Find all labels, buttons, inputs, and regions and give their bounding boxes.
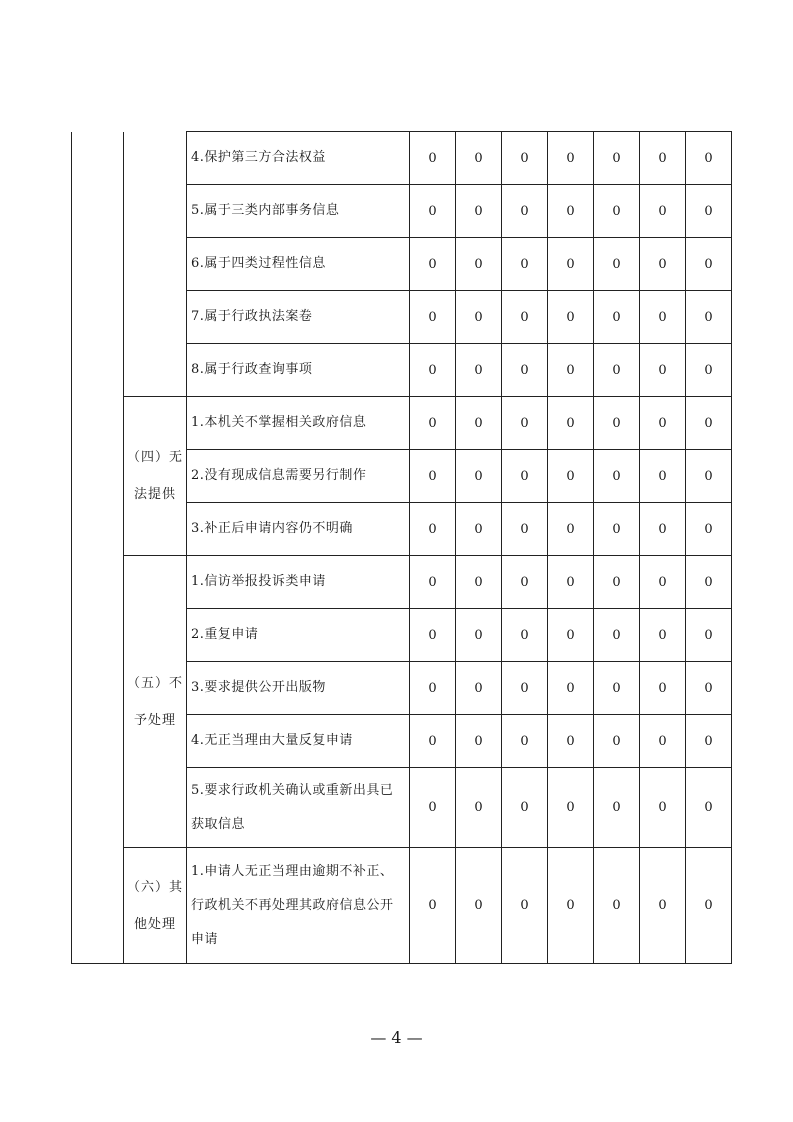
row-label: 2.重复申请 [187, 609, 410, 662]
row-label: 7.属于行政执法案卷 [187, 291, 410, 344]
value-cell: 0 [456, 848, 502, 964]
value-cell: 0 [410, 556, 456, 609]
value-cell: 0 [548, 503, 594, 556]
value-cell: 0 [410, 848, 456, 964]
value-cell: 0 [410, 185, 456, 238]
value-cell: 0 [502, 185, 548, 238]
row-label: 4.无正当理由大量反复申请 [187, 715, 410, 768]
value-cell: 0 [686, 715, 732, 768]
row-label: 3.补正后申请内容仍不明确 [187, 503, 410, 556]
value-cell: 0 [594, 609, 640, 662]
value-cell: 0 [456, 344, 502, 397]
value-cell: 0 [686, 291, 732, 344]
value-cell: 0 [640, 848, 686, 964]
value-cell: 0 [502, 132, 548, 185]
value-cell: 0 [686, 185, 732, 238]
value-cell: 0 [594, 450, 640, 503]
value-cell: 0 [686, 132, 732, 185]
value-cell: 0 [502, 556, 548, 609]
value-cell: 0 [410, 238, 456, 291]
value-cell: 0 [548, 609, 594, 662]
value-cell: 0 [410, 503, 456, 556]
value-cell: 0 [640, 450, 686, 503]
value-cell: 0 [640, 662, 686, 715]
category-cell: （四）无法提供 [124, 397, 187, 556]
value-cell: 0 [410, 344, 456, 397]
value-cell: 0 [594, 503, 640, 556]
page-number: — 4 — [370, 1028, 423, 1047]
value-cell: 0 [686, 503, 732, 556]
value-cell: 0 [502, 503, 548, 556]
value-cell: 0 [456, 291, 502, 344]
value-cell: 0 [640, 132, 686, 185]
value-cell: 0 [640, 344, 686, 397]
value-cell: 0 [594, 344, 640, 397]
row-label: 2.没有现成信息需要另行制作 [187, 450, 410, 503]
value-cell: 0 [456, 503, 502, 556]
category-cell: （五）不予处理 [124, 556, 187, 848]
value-cell: 0 [456, 132, 502, 185]
value-cell: 0 [456, 715, 502, 768]
outer-category-column [72, 132, 124, 964]
row-label: 6.属于四类过程性信息 [187, 238, 410, 291]
table-row [72, 132, 732, 185]
row-label: 1.本机关不掌握相关政府信息 [187, 397, 410, 450]
value-cell: 0 [594, 238, 640, 291]
value-cell: 0 [410, 715, 456, 768]
table-row [72, 848, 732, 964]
value-cell: 0 [686, 662, 732, 715]
value-cell: 0 [686, 238, 732, 291]
value-cell: 0 [456, 238, 502, 291]
table-row [72, 556, 732, 609]
value-cell: 0 [410, 450, 456, 503]
value-cell: 0 [594, 185, 640, 238]
value-cell: 0 [410, 291, 456, 344]
row-label: 3.要求提供公开出版物 [187, 662, 410, 715]
value-cell: 0 [548, 662, 594, 715]
value-cell: 0 [594, 132, 640, 185]
value-cell: 0 [456, 185, 502, 238]
value-cell: 0 [456, 768, 502, 848]
row-label: 1.信访举报投诉类申请 [187, 556, 410, 609]
value-cell: 0 [640, 768, 686, 848]
value-cell: 0 [594, 768, 640, 848]
category-cell: （六）其他处理 [124, 848, 187, 964]
row-label: 4.保护第三方合法权益 [187, 132, 410, 185]
category-cell-continued [124, 132, 187, 397]
value-cell: 0 [502, 662, 548, 715]
value-cell: 0 [640, 503, 686, 556]
row-label: 1.申请人无正当理由逾期不补正、行政机关不再处理其政府信息公开申请 [187, 848, 410, 964]
value-cell: 0 [548, 768, 594, 848]
value-cell: 0 [594, 715, 640, 768]
value-cell: 0 [686, 344, 732, 397]
value-cell: 0 [686, 450, 732, 503]
value-cell: 0 [502, 609, 548, 662]
value-cell: 0 [456, 662, 502, 715]
value-cell: 0 [502, 848, 548, 964]
value-cell: 0 [456, 556, 502, 609]
value-cell: 0 [502, 344, 548, 397]
value-cell: 0 [686, 397, 732, 450]
value-cell: 0 [502, 291, 548, 344]
value-cell: 0 [686, 768, 732, 848]
value-cell: 0 [686, 556, 732, 609]
value-cell: 0 [456, 609, 502, 662]
value-cell: 0 [640, 291, 686, 344]
value-cell: 0 [548, 556, 594, 609]
value-cell: 0 [548, 291, 594, 344]
value-cell: 0 [502, 238, 548, 291]
value-cell: 0 [640, 185, 686, 238]
value-cell: 0 [594, 848, 640, 964]
row-label: 8.属于行政查询事项 [187, 344, 410, 397]
value-cell: 0 [548, 715, 594, 768]
value-cell: 0 [686, 609, 732, 662]
value-cell: 0 [410, 662, 456, 715]
value-cell: 0 [594, 662, 640, 715]
row-label: 5.要求行政机关确认或重新出具已获取信息 [187, 768, 410, 848]
disclosure-statistics-table [71, 131, 732, 964]
value-cell: 0 [548, 185, 594, 238]
value-cell: 0 [548, 132, 594, 185]
value-cell: 0 [548, 450, 594, 503]
value-cell: 0 [548, 848, 594, 964]
value-cell: 0 [502, 397, 548, 450]
table-row [72, 397, 732, 450]
value-cell: 0 [502, 450, 548, 503]
value-cell: 0 [548, 238, 594, 291]
value-cell: 0 [640, 609, 686, 662]
value-cell: 0 [548, 397, 594, 450]
value-cell: 0 [410, 768, 456, 848]
value-cell: 0 [594, 556, 640, 609]
value-cell: 0 [640, 397, 686, 450]
value-cell: 0 [410, 132, 456, 185]
value-cell: 0 [456, 450, 502, 503]
value-cell: 0 [502, 715, 548, 768]
value-cell: 0 [594, 291, 640, 344]
value-cell: 0 [640, 715, 686, 768]
value-cell: 0 [640, 238, 686, 291]
value-cell: 0 [456, 397, 502, 450]
value-cell: 0 [502, 768, 548, 848]
row-label: 5.属于三类内部事务信息 [187, 185, 410, 238]
value-cell: 0 [594, 397, 640, 450]
value-cell: 0 [410, 397, 456, 450]
value-cell: 0 [548, 344, 594, 397]
value-cell: 0 [410, 609, 456, 662]
value-cell: 0 [686, 848, 732, 964]
value-cell: 0 [640, 556, 686, 609]
